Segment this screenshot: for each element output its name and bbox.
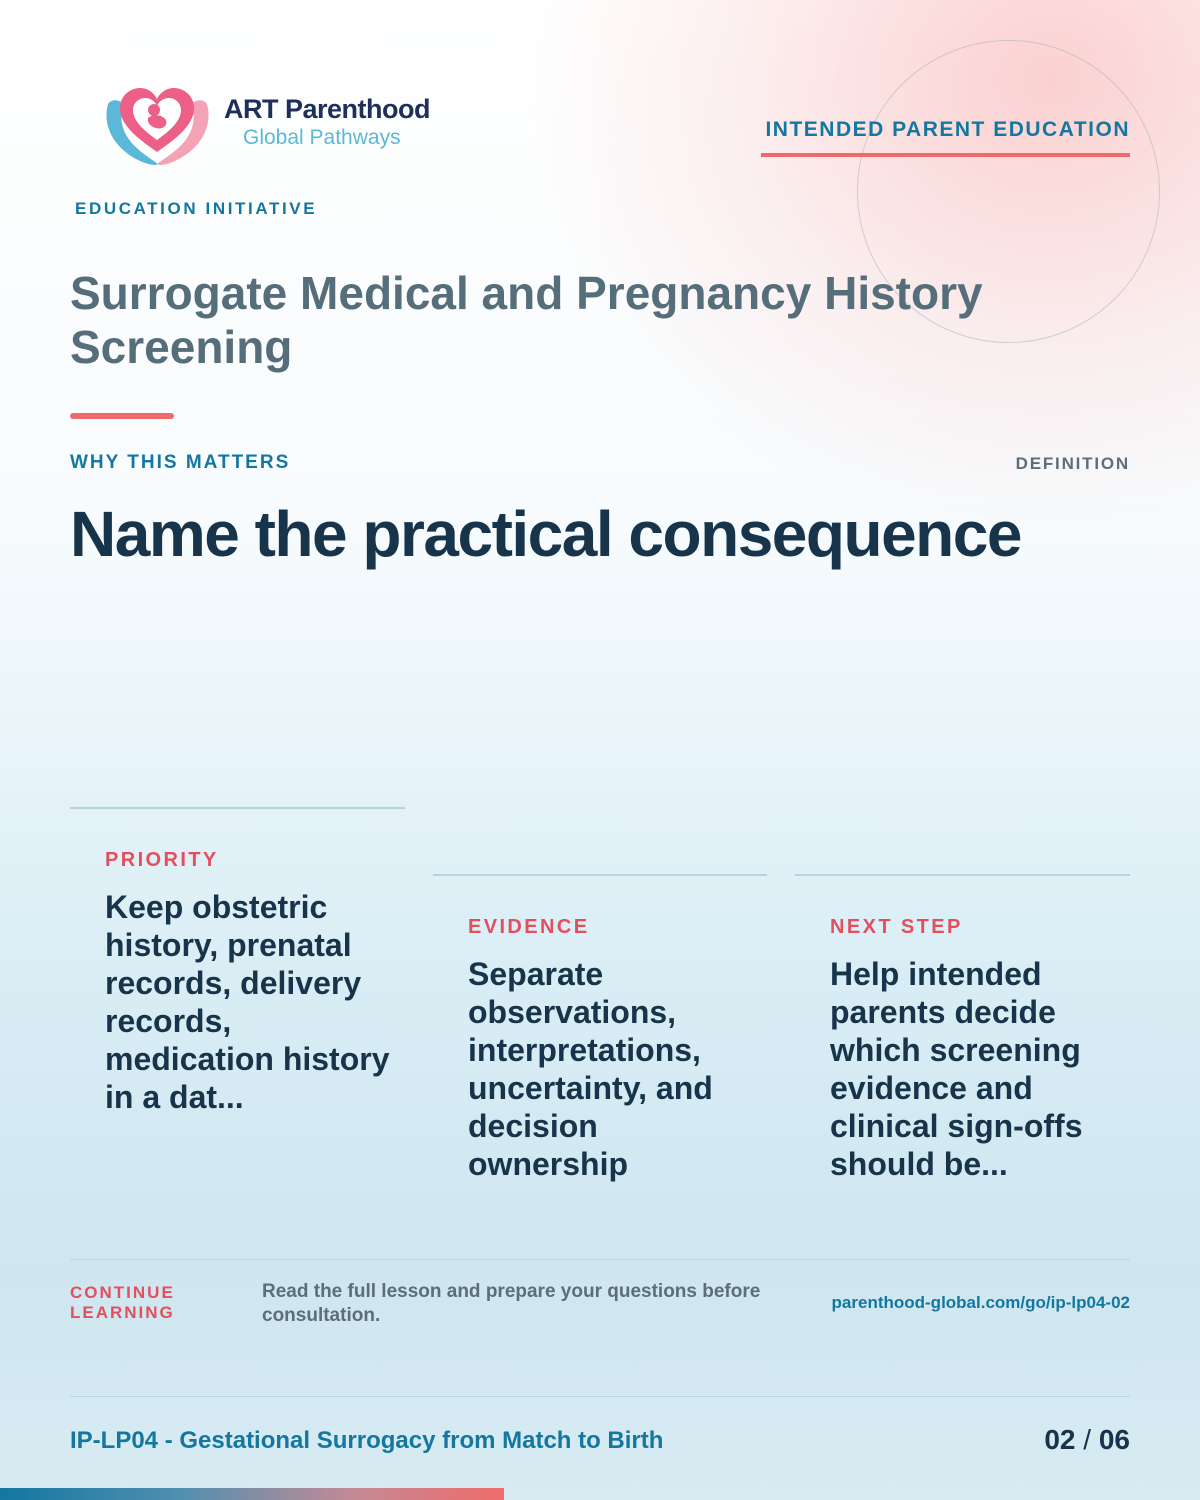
cta-label: CONTINUE LEARNING	[70, 1283, 175, 1322]
title-accent-bar	[70, 413, 174, 419]
cta-divider	[70, 1259, 1130, 1260]
page-current: 02	[1044, 1424, 1076, 1455]
progress-bar	[0, 1488, 504, 1500]
page-indicator	[1044, 1424, 1130, 1456]
card-divider	[795, 874, 1130, 876]
card-priority	[70, 807, 405, 1207]
footer-divider	[70, 1396, 1130, 1397]
type-label: DEFINITION	[1015, 454, 1130, 473]
lesson-link[interactable]: parenthood-global.com/go/ip-lp04-02	[831, 1293, 1130, 1312]
cta-text: Read the full lesson and prepare your questions before consultation.	[262, 1281, 761, 1326]
page-total: 06	[1098, 1424, 1130, 1455]
heart-hands-baby-icon	[100, 74, 215, 174]
card-label: PRIORITY	[105, 849, 219, 871]
card-divider	[433, 874, 767, 876]
card-body: Keep obstetric history, prenatal records, delivery records, medication history in a dat...	[105, 889, 390, 1115]
card-label: EVIDENCE	[468, 916, 590, 938]
card-body: Separate observations, interpretations, uncertainty, and decision ownership	[468, 956, 713, 1182]
lesson-title: Surrogate Medical and Pregnancy History Screening	[70, 267, 983, 373]
card-label: NEXT STEP	[830, 916, 963, 938]
card-divider	[70, 807, 405, 809]
brand-name: ART Parenthood	[224, 94, 430, 124]
audience-underline	[761, 153, 1130, 157]
page-separator: /	[1083, 1424, 1092, 1455]
section-label: WHY THIS MATTERS	[70, 452, 291, 473]
initiative-label: EDUCATION INITIATIVE	[75, 199, 318, 218]
audience-label: INTENDED PARENT EDUCATION	[765, 118, 1130, 141]
card-evidence	[433, 874, 767, 1204]
card-next-step	[795, 874, 1130, 1204]
headline: Name the practical consequence	[70, 498, 1021, 570]
brand-subtitle: Global Pathways	[243, 126, 401, 149]
course-title: IP-LP04 - Gestational Surrogacy from Match to Birth	[70, 1427, 664, 1454]
card-body: Help intended parents decide which screening evidence and clinical sign-offs should be...	[830, 956, 1083, 1182]
